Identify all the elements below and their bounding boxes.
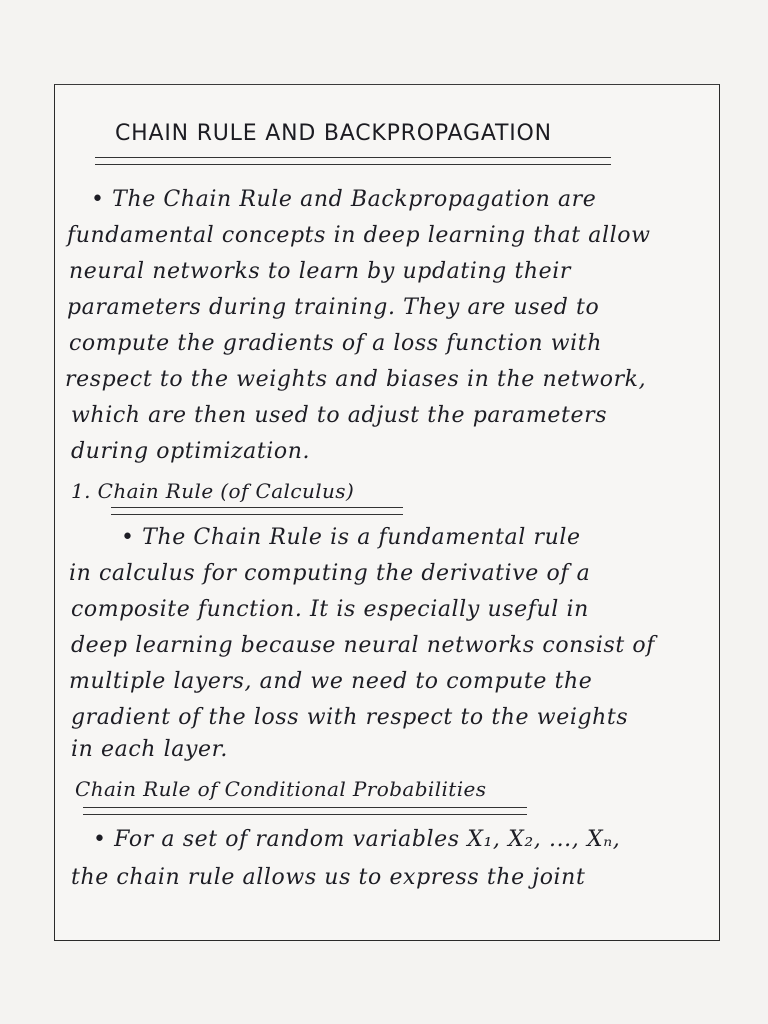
title-underline <box>95 157 611 165</box>
section-heading-conditional-probabilities: Chain Rule of Conditional Probabilities <box>75 777 487 801</box>
intro-line: compute the gradients of a loss function with <box>69 331 603 356</box>
notebook-page <box>54 84 720 941</box>
intro-line: parameters during training. They are used to <box>67 295 600 320</box>
chain-rule-line: in calculus for computing the derivative of a <box>69 561 591 586</box>
intro-line: fundamental concepts in deep learning that allow <box>67 223 651 248</box>
conditional-line: • For a set of random variables X₁, X₂, ..., Xₙ, <box>93 827 621 852</box>
page-title: CHAIN RULE AND BACKPROPAGATION <box>115 121 552 146</box>
chain-rule-line: composite function. It is especially useful in <box>71 597 589 622</box>
chain-rule-line: in each layer. <box>71 737 228 762</box>
section-heading-chain-rule: 1. Chain Rule (of Calculus) <box>71 479 355 503</box>
chain-rule-line: deep learning because neural networks consist of <box>71 633 655 658</box>
section-heading-underline <box>111 507 403 515</box>
chain-rule-line: gradient of the loss with respect to the weights <box>71 705 629 730</box>
conditional-line: the chain rule allows us to express the joint <box>71 865 586 890</box>
intro-line: • The Chain Rule and Backpropagation are <box>91 187 597 212</box>
intro-line: respect to the weights and biases in the network, <box>65 367 647 392</box>
chain-rule-line: multiple layers, and we need to compute the <box>69 669 593 694</box>
intro-line: during optimization. <box>71 439 311 464</box>
intro-line: neural networks to learn by updating their <box>69 259 572 284</box>
section-heading-underline <box>83 807 527 815</box>
chain-rule-line: • The Chain Rule is a fundamental rule <box>121 525 581 550</box>
intro-line: which are then used to adjust the parameters <box>71 403 608 428</box>
